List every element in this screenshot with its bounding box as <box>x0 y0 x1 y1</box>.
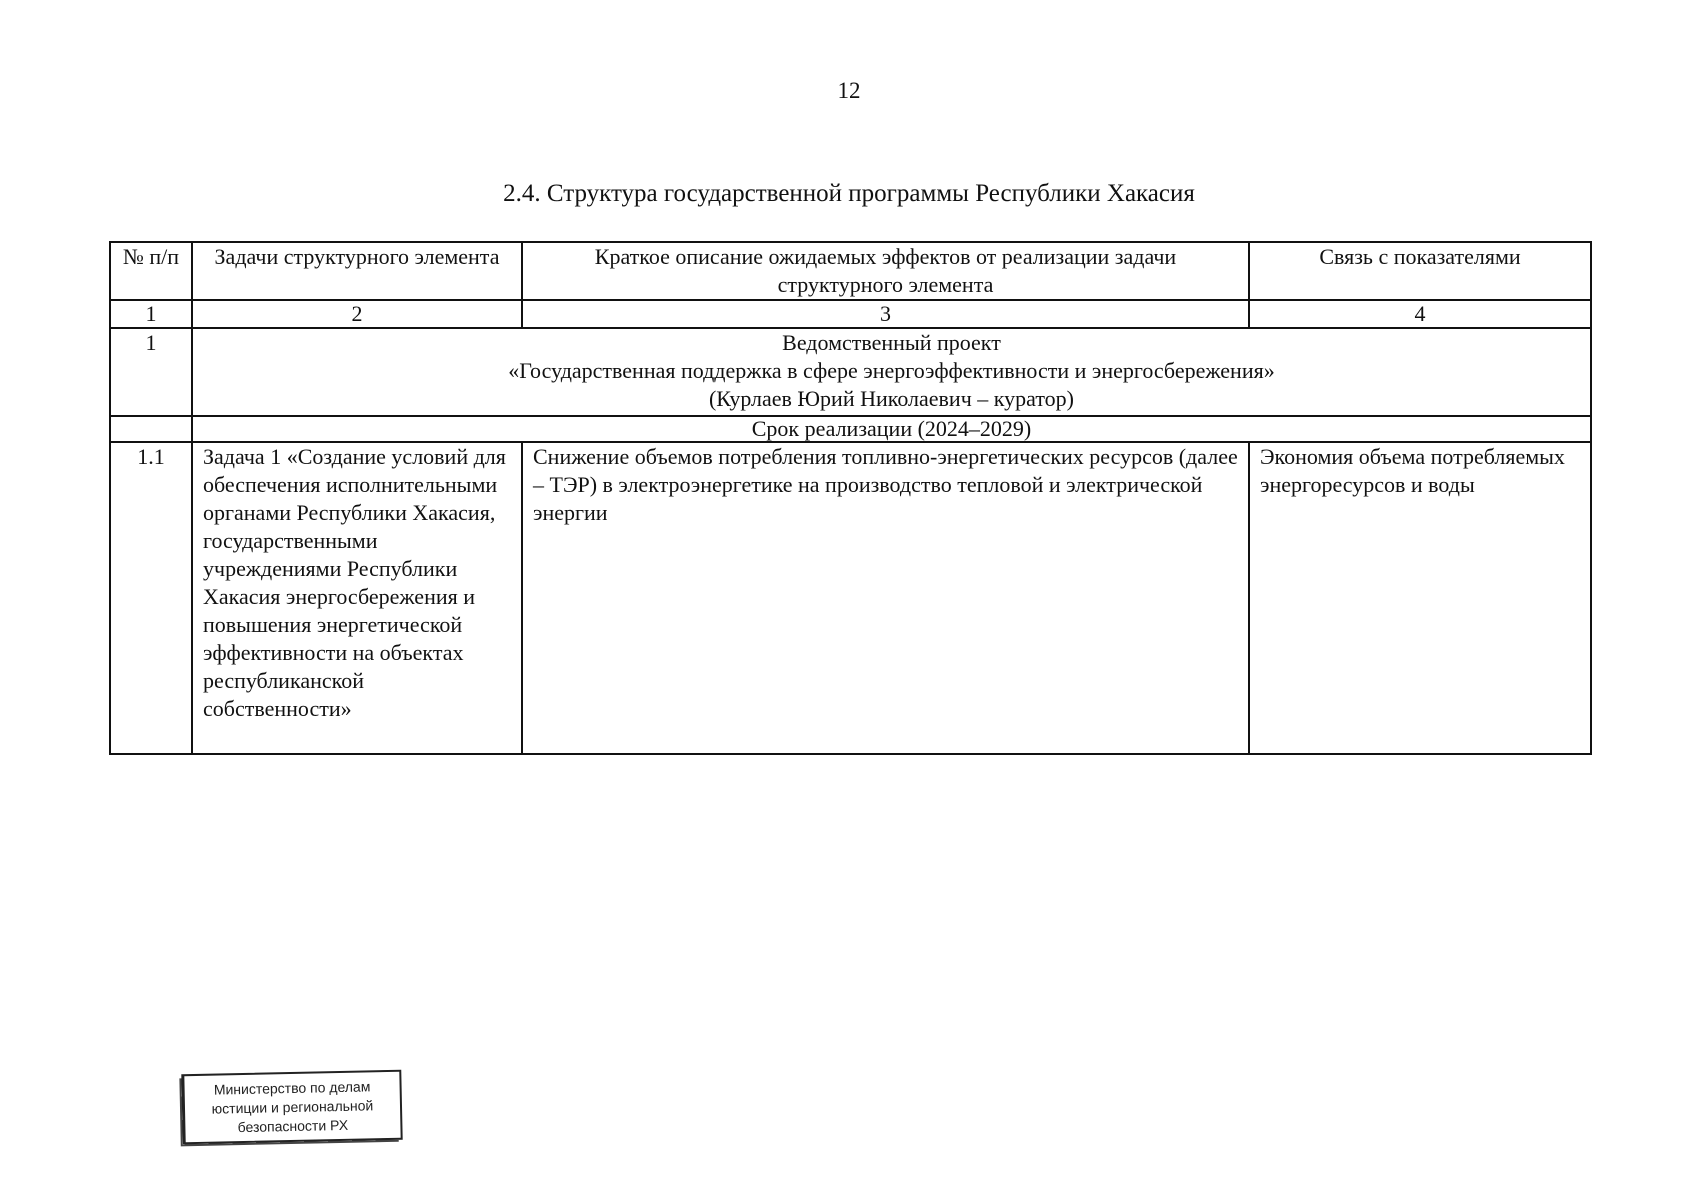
indicator-cell: Экономия объема потребляемых энергоресурсов и воды <box>1249 442 1591 754</box>
page-number: 12 <box>837 78 861 103</box>
document-title: 2.4. Структура государственной программы Республики Хакасия <box>503 180 1195 207</box>
section-number: 1 <box>110 328 192 416</box>
task-cell: Задача 1 «Создание условий для обеспечения исполнительными органами Республики Хакасия, государственными учреждениями Республики Хакасия энергосбережения и повышения энергетической эффективности на объектах республиканской собственности» <box>192 442 522 754</box>
project-type: Ведомственный проект <box>782 330 1001 355</box>
ministry-stamp <box>181 1070 402 1145</box>
header-description: Краткое описание ожидаемых эффектов от реализации задачи структурного элемента <box>522 242 1249 300</box>
project-section-row <box>110 328 1591 416</box>
period-row <box>110 416 1591 442</box>
project-heading <box>192 328 1591 416</box>
column-number: 3 <box>522 300 1249 328</box>
structure-table <box>109 241 1592 755</box>
column-number-row <box>110 300 1591 328</box>
description-cell: Снижение объемов потребления топливно-энергетических ресурсов (далее – ТЭР) в электроэнергетике на производство тепловой и электрической энергии <box>522 442 1249 754</box>
project-curator: (Курлаев Юрий Николаевич – куратор) <box>708 386 1074 411</box>
column-number: 4 <box>1249 300 1591 328</box>
stamp-line: безопасности РХ <box>237 1116 349 1136</box>
stamp-line: юстиции и региональной <box>211 1097 374 1117</box>
implementation-period: Срок реализации (2024–2029) <box>192 416 1591 442</box>
column-number: 1 <box>110 300 192 328</box>
table-header-row <box>110 242 1591 300</box>
header-number: № п/п <box>110 242 192 300</box>
stamp-line: Министерство по делам <box>213 1078 371 1098</box>
row-number: 1.1 <box>110 442 192 754</box>
column-number: 2 <box>192 300 522 328</box>
project-name: «Государственная поддержка в сфере энергоэффективности и энергосбережения» <box>508 358 1275 383</box>
header-tasks: Задачи структурного элемента <box>192 242 522 300</box>
table-row <box>110 442 1591 754</box>
header-indicators: Связь с показателями <box>1249 242 1591 300</box>
period-number-cell <box>110 416 192 442</box>
